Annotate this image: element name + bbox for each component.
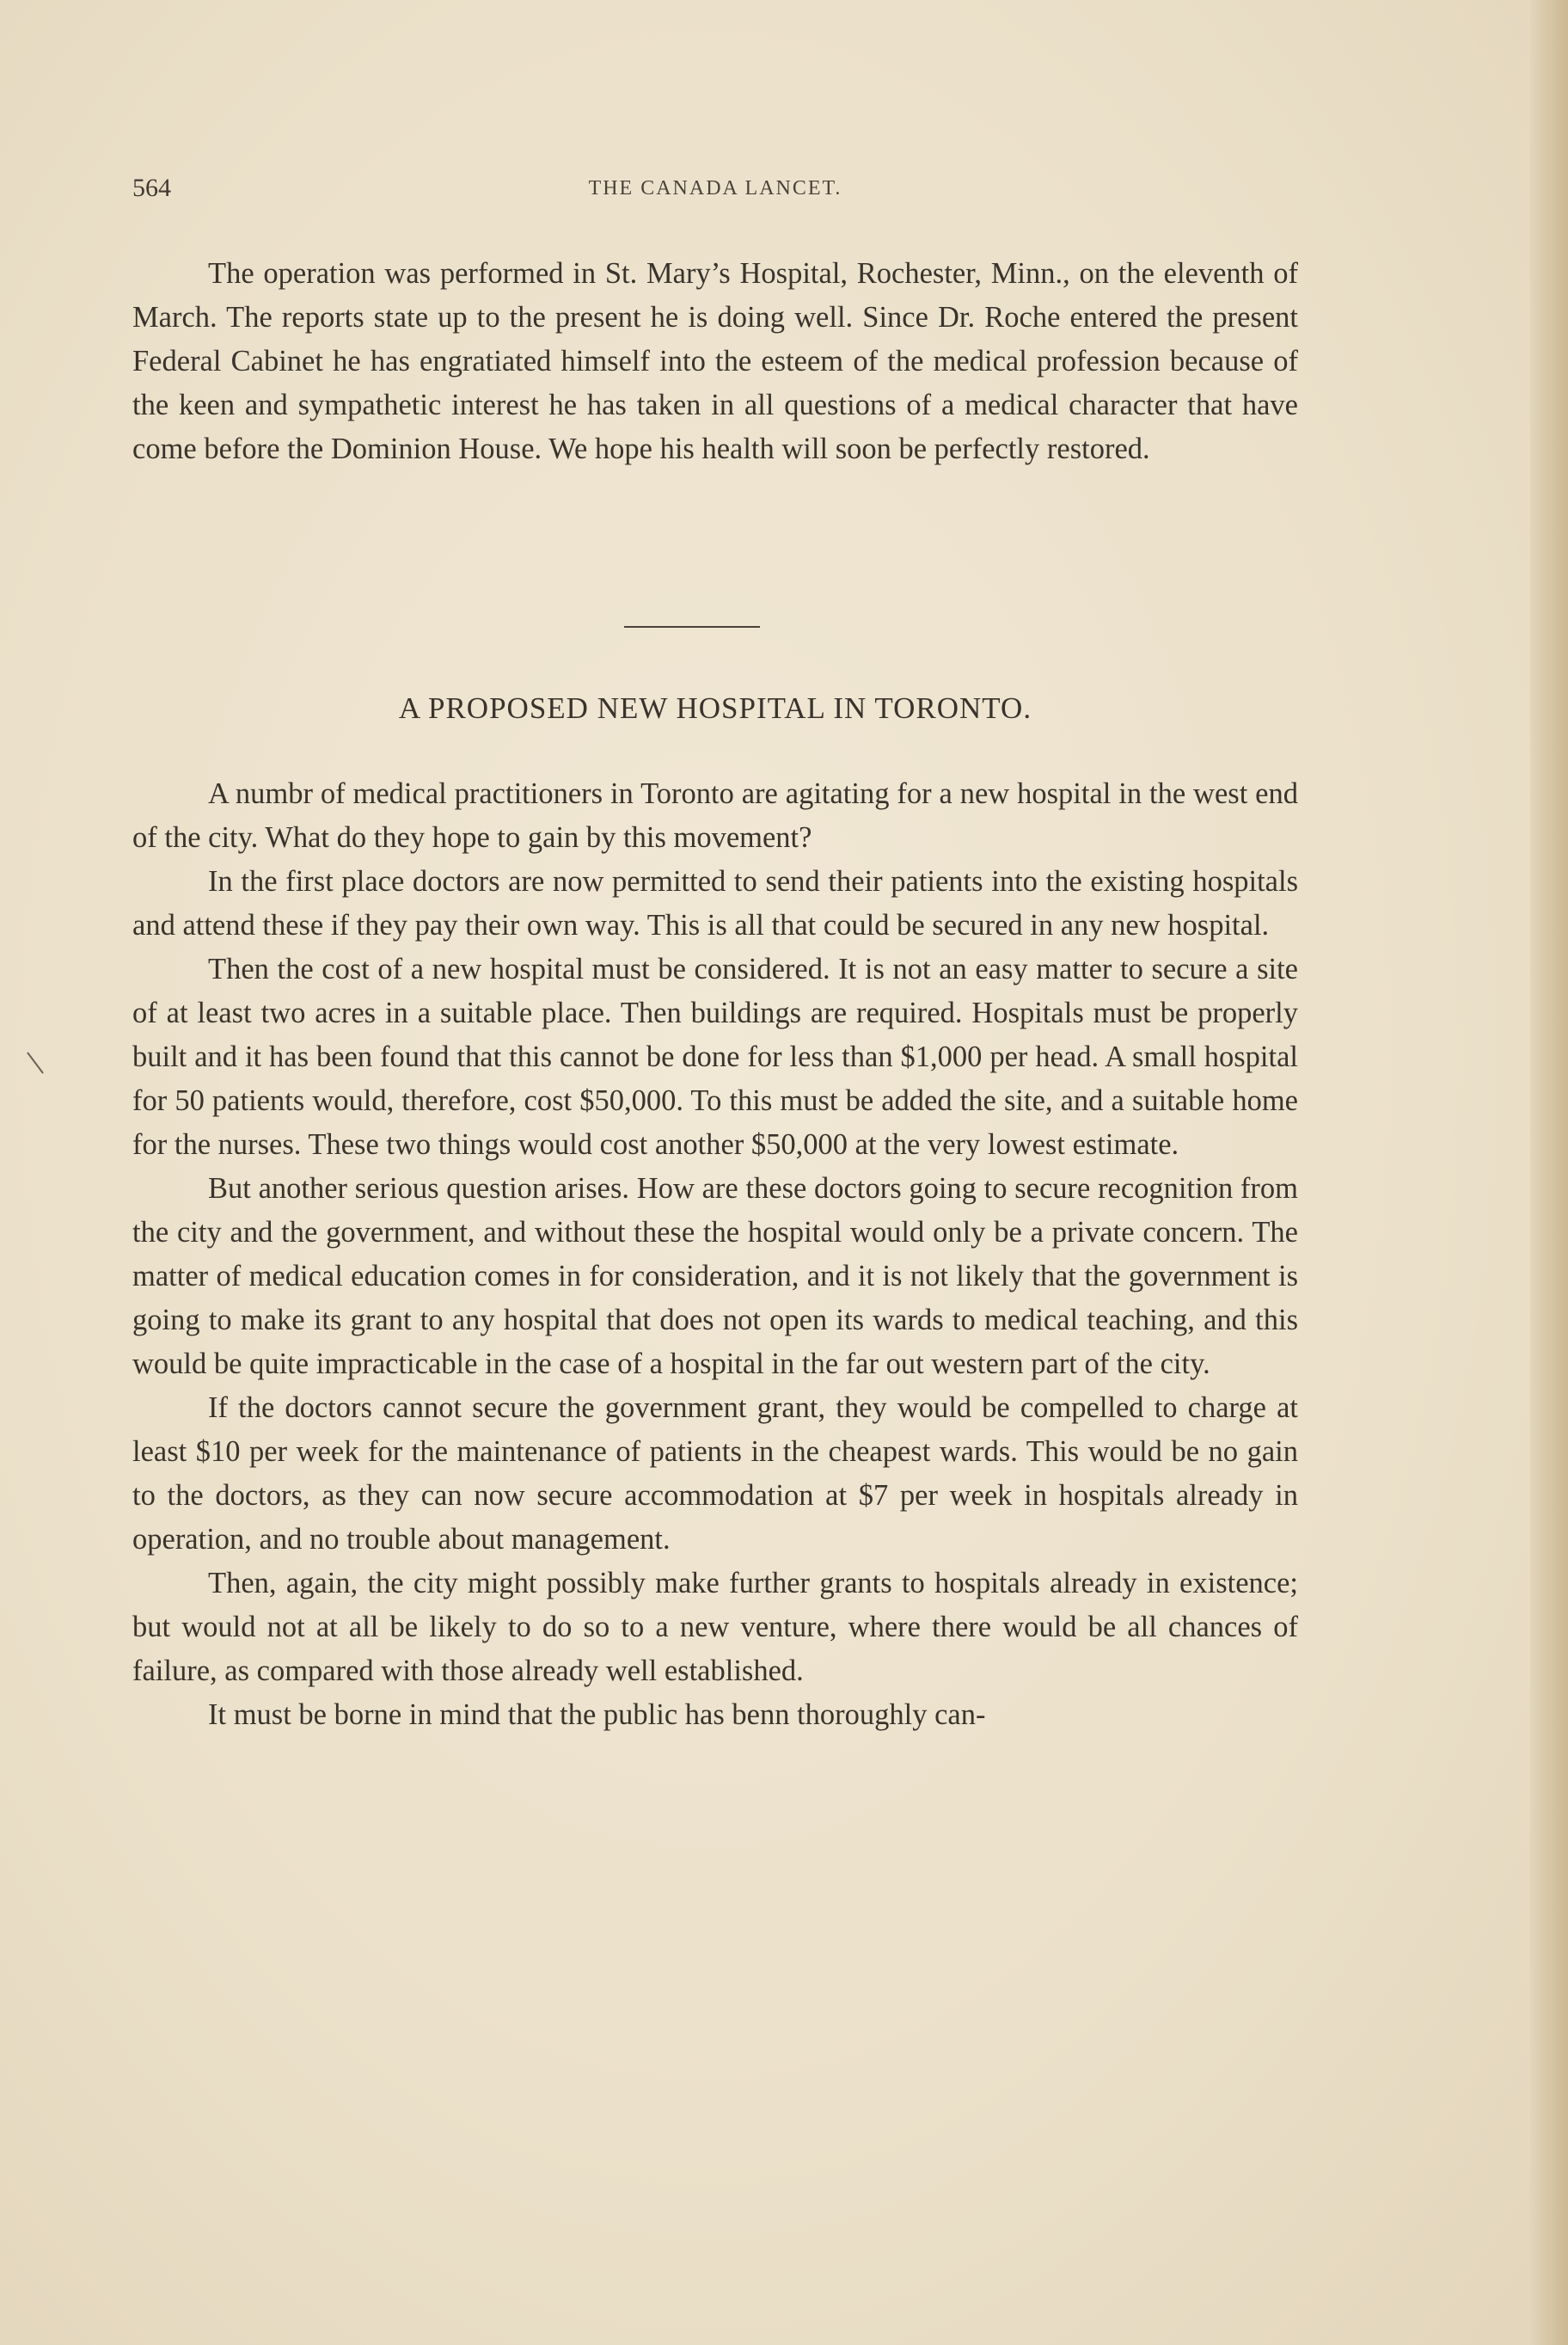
- paragraph: But another serious question arises. How are these doctors going to secure recognition from the city and the government, and without these the hospital would only be a private concern. The matter of medical education comes in for consideration, and it is not likely that the government is going to make its grant to any hospital that does not open its wards to medical teaching, and this would be quite impracticable in the case of a hospital in the far out western part of the city.: [132, 1172, 1298, 1380]
- previous-article-text: [132, 252, 1298, 471]
- paragraph: In the first place doctors are now permitted to send their patients into the existing hospitals and attend these if they pay their own way. This is all that could be secured in any new hospital.: [132, 865, 1298, 942]
- paragraph: If the doctors cannot secure the government grant, they would be compelled to charge at least $10 per week for the maintenance of patients in the cheapest wards. This would be no gain to the doctors, as they can now secure accommodation at $7 per week in hospitals already in operation, and no trouble about management.: [132, 1391, 1298, 1556]
- running-head: THE CANADA LANCET.: [588, 177, 842, 200]
- paragraph: Then, again, the city might possibly make further grants to hospitals already in existence; but would not at all be likely to do so to a new venture, where there would be all chances of failure, as compared with those already well established.: [132, 1567, 1298, 1687]
- page-header: [132, 174, 1298, 212]
- page-number: 564: [132, 174, 171, 202]
- article-title: A PROPOSED NEW HOSPITAL IN TORONTO.: [398, 691, 1032, 725]
- paragraph: Then the cost of a new hospital must be considered. It is not an easy matter to secure a site of at least two acres in a suitable place. Then buildings are required. Hospitals must be properly built and it has been found that this cannot be done for less than $1,000 per head. A small hospital for 50 patients would, therefore, cost $50,000. To this must be added the site, and a suitable home for the nurses. These two things would cost another $50,000 at the very lowest estimate.: [132, 953, 1298, 1161]
- margin-pencil-mark: [26, 1051, 45, 1075]
- paragraph: The operation was performed in St. Mary’s Hospital, Rochester, Minn., on the eleventh of March. The reports state up to the present he is doing well. Since Dr. Roche entered the present Federal Cabinet he has engratiated himself into the esteem of the medical profession because of the keen and sympathetic interest he has taken in all questions of a medical character that have come before the Dominion House. We hope his health will soon be perfectly restored.: [132, 257, 1298, 465]
- page-edge: [1530, 0, 1568, 2345]
- article-body: [132, 772, 1298, 1737]
- paragraph: It must be borne in mind that the public has benn thoroughly can-: [208, 1698, 986, 1731]
- paragraph: A numbr of medical practitioners in Toronto are agitating for a new hospital in the west end of the city. What do they hope to gain by this movement?: [132, 777, 1298, 854]
- section-divider: [624, 626, 760, 628]
